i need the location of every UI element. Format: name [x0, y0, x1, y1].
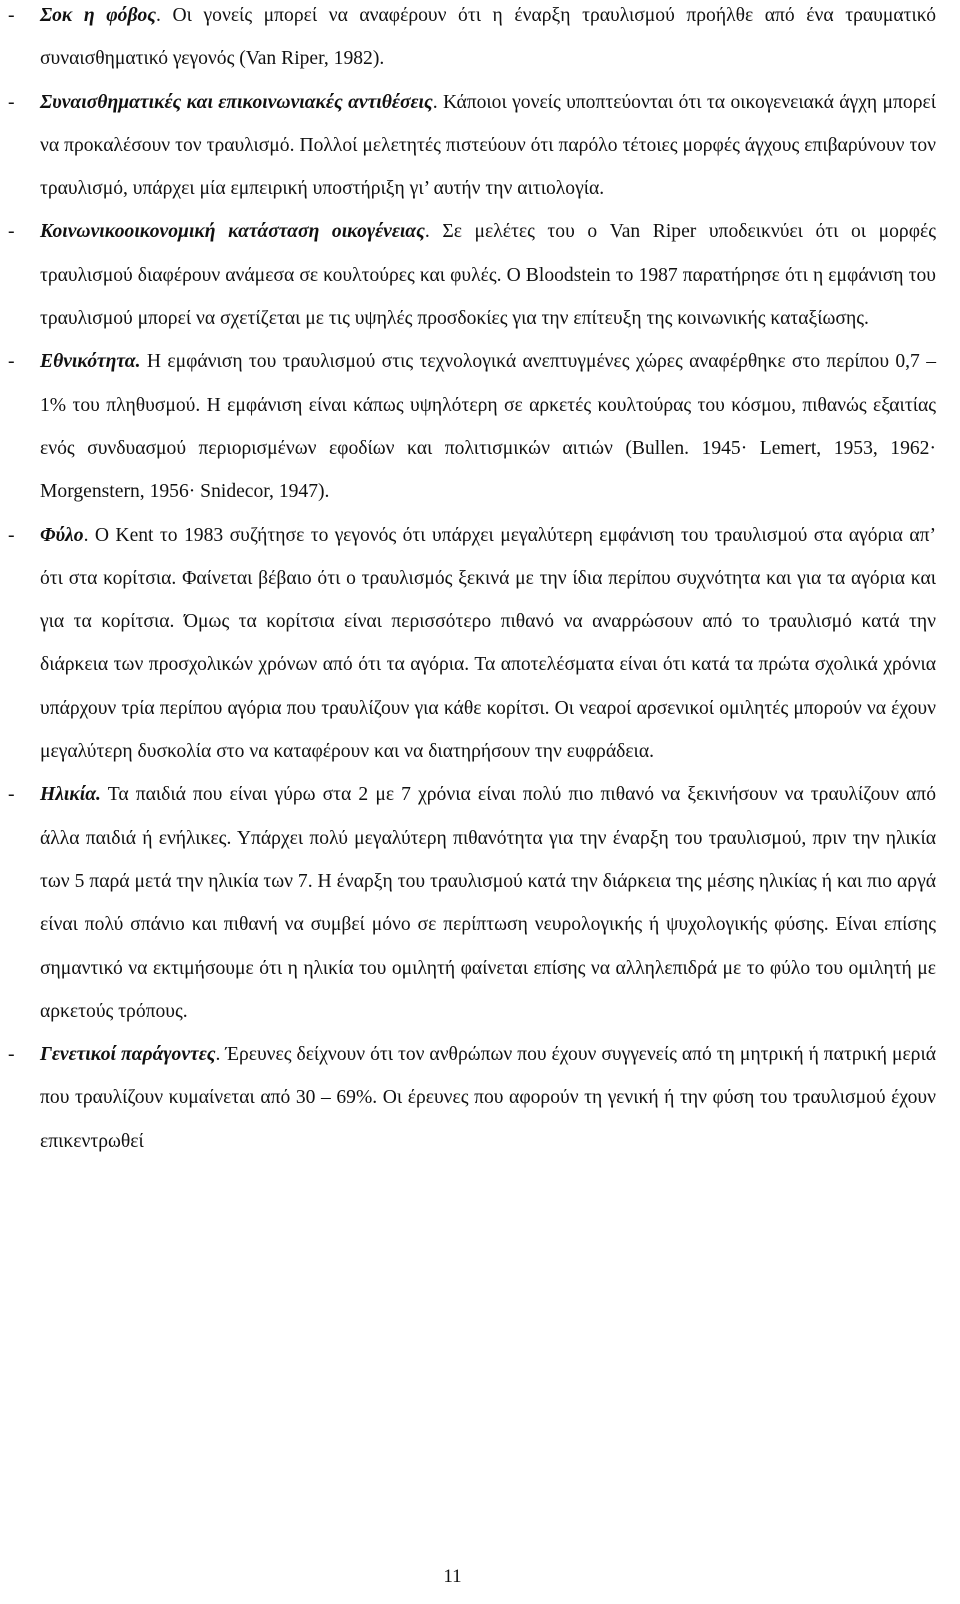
list-item — [8, 514, 936, 774]
item-term: Κοινωνικοοικονομική κατάσταση οικογένειας — [40, 221, 425, 243]
body-text — [8, 0, 936, 1163]
list-dash: - — [8, 524, 15, 546]
item-text: . Σε μελέτες του ο Van Riper υποδεικνύει ότι οι μορφές τραυλισμού διαφέρουν ανάμεσα σε κουλτούρες και φυλές. Ο Bloodstein το 1987 παρατήρησε ότι η εμφάνιση του τραυλισμού μπορεί να σχετίζεται με τις υψηλές προσδοκίες για την επίτευξη της κοινωνικής καταξίωσης. — [40, 221, 936, 330]
page-number: 11 — [443, 1566, 462, 1587]
item-term: Γενετικοί παράγοντες — [40, 1044, 216, 1066]
list-dash: - — [8, 221, 15, 243]
list-item — [8, 773, 936, 1033]
list-item — [8, 340, 936, 513]
item-text: Η εμφάνιση του τραυλισμού στις τεχνολογικά ανεπτυγμένες χώρες αναφέρθηκε στο περίπου 0,7 – 1% του πληθυσμού. Η εμφάνιση είναι κάπως υψηλότερη σε αρκετές κουλτούρας του κόσμου, πιθανώς εξαιτίας ενός συνδυασμού περιορισμένων εφοδίων και πολιτισμικών αιτιών (Bullen. 1945· Lemert, 1953, 1962· Morgenstern, 1956· Snidecor, 1947). — [40, 351, 936, 503]
list-item — [8, 81, 936, 211]
list-item — [8, 1033, 936, 1163]
list-dash: - — [8, 5, 15, 26]
item-term: Φύλο — [40, 524, 84, 546]
item-text: . Ο Kent το 1983 συζήτησε το γεγονός ότι υπάρχει μεγαλύτερη εμφάνιση του τραυλισμού στα αγόρια απ’ ότι στα κορίτσια. Φαίνεται βέβαιο ότι ο τραυλισμός ξεκινά με την ίδια περίπου συχνότητα και για τα αγόρια και για τα κορίτσια. Όμως τα κορίτσια είναι περισσότερο πιθανό να αναρρώσουν από το τραυλισμό κατά την διάρκεια των προσχολικών χρόνων από ότι τα αγόρια. Τα αποτελέσματα είναι ότι κατά τα πρώτα σχολικά χρόνια υπάρχουν τρία περίπου αγόρια που τραυλίζουν για κάθε κορίτσι. Οι νεαροί αρσενικοί ομιλητές μπορούν να έχουν μεγαλύτερη δυσκολία στο να καταφέρουν και να διατηρήσουν την ευφράδεια. — [40, 524, 936, 763]
item-term: Ηλικία. — [40, 784, 101, 806]
item-term: Σοκ η φόβος — [40, 5, 157, 26]
item-text: Τα παιδιά που είναι γύρω στα 2 με 7 χρόνια είναι πολύ πιο πιθανό να ξεκινήσουν να τραυλίζουν από άλλα παιδιά ή ενήλικες. Υπάρχει πολύ μεγαλύτερη πιθανότητα για την έναρξη του τραυλισμού, πριν την ηλικία των 5 παρά μετά την ηλικία των 7. Η έναρξη του τραυλισμού κατά την διάρκεια της μέσης ηλικίας ή και πιο αργά είναι πολύ σπάνιο και πιθανή να συμβεί μόνο σε περίπτωση νευρολογικής ή ψυχολογικής φύσης. Είναι επίσης σημαντικό να εκτιμήσουμε ότι η ηλικία του ομιλητή φαίνεται επίσης να αλληλεπιδρά με το φύλο του ομιλητή με αρκετούς τρόπους. — [40, 784, 936, 1022]
item-term: Εθνικότητα. — [40, 351, 141, 373]
list-dash: - — [8, 1044, 15, 1066]
list-dash: - — [8, 784, 15, 806]
item-text: . Έρευνες δείχνουν ότι τον ανθρώπων που έχουν συγγενείς από τη μητρική ή πατρική μεριά που τραυλίζουν κυμαίνεται από 30 – 69%. Οι έρευνες που αφορούν τη γενική ή την φύση του τραυλισμού έχουν επικεντρωθεί — [40, 1044, 936, 1152]
list-dash: - — [8, 91, 15, 113]
item-term: Συναισθηματικές και επικοινωνιακές αντιθέσεις — [40, 91, 433, 113]
list-item — [8, 210, 936, 340]
item-text: . Οι γονείς μπορεί να αναφέρουν ότι η έναρξη τραυλισμού προήλθε από ένα τραυματικό συναισθηματικό γεγονός (Van Riper, 1982). — [40, 5, 936, 70]
list-item — [8, 0, 936, 81]
list-dash: - — [8, 351, 15, 373]
item-text: . Κάποιοι γονείς υποπτεύονται ότι τα οικογενειακά άγχη μπορεί να προκαλέσουν τον τραυλισμό. Πολλοί μελετητές πιστεύουν ότι παρόλο τέτοιες μορφές άγχους επιβαρύνουν τον τραυλισμό, υπάρχει μία εμπειρική υποστήριξη γι’ αυτήν την αιτιολογία. — [40, 91, 937, 200]
